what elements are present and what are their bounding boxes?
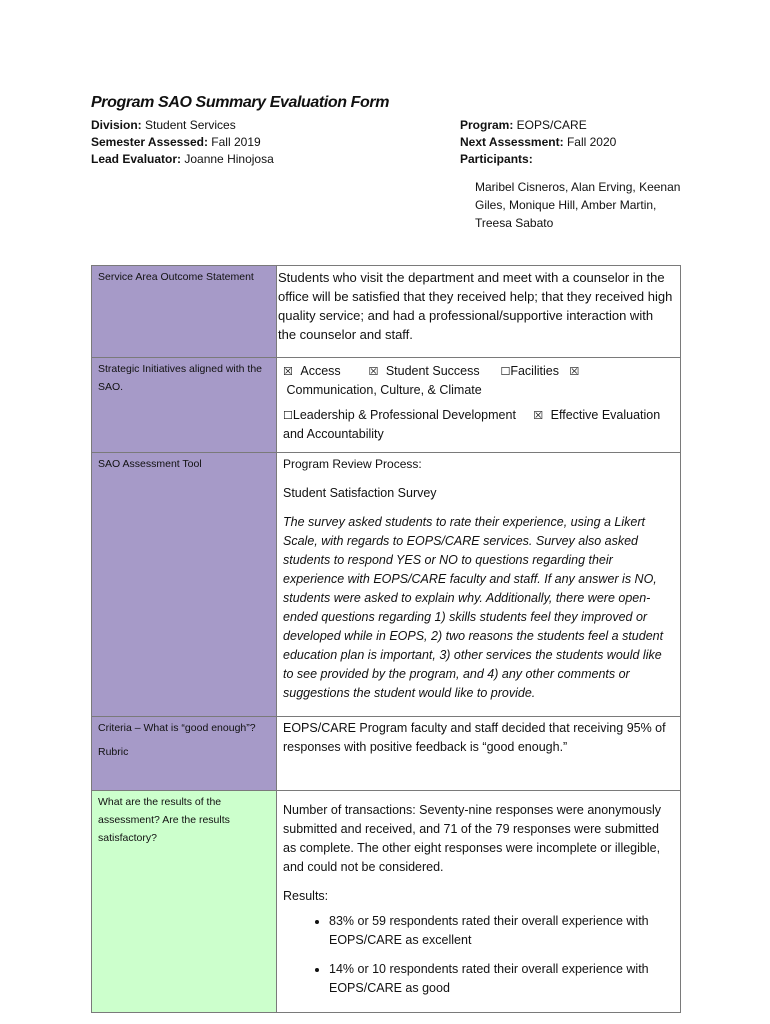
- results-cell: [277, 791, 681, 1013]
- initiatives-label-cell: [92, 358, 277, 453]
- tool-label: SAO Assessment Tool: [98, 458, 202, 470]
- criteria-row: [92, 717, 681, 791]
- results-row: [92, 791, 681, 1013]
- results-heading: Results:: [283, 889, 329, 903]
- sao-label-cell: [92, 266, 277, 358]
- criteria-label: Criteria – What is “good enough”?: [98, 722, 256, 734]
- program-label: Program:: [460, 118, 514, 132]
- division-label: Division:: [91, 118, 142, 132]
- program-value: EOPS/CARE: [513, 118, 587, 132]
- semester-label: Semester Assessed:: [91, 135, 208, 149]
- initiatives-line-1: [283, 362, 674, 400]
- evaluation-table: [91, 265, 681, 1013]
- initiatives-cell: [277, 358, 681, 453]
- initiatives-row: [92, 358, 681, 453]
- next-assessment-value: Fall 2020: [563, 135, 617, 149]
- next-assessment-label: Next Assessment:: [460, 135, 564, 149]
- header-left: [91, 117, 274, 168]
- header-right: [460, 117, 616, 168]
- leadership-label: Leadership & Professional Development: [292, 408, 516, 422]
- evaluator-row: [91, 151, 274, 168]
- communication-checkbox[interactable]: ☒: [569, 365, 580, 378]
- criteria-text: EOPS/CARE Program faculty and staff decided that receiving 95% of responses with positive feedback is “good enough.”: [283, 721, 666, 754]
- tool-label-cell: [92, 453, 277, 717]
- facilities-checkbox[interactable]: ☐: [500, 365, 511, 378]
- leadership-checkbox[interactable]: ☐: [283, 409, 293, 422]
- sao-text-cell: [277, 266, 681, 358]
- tool-heading: Program Review Process:: [283, 457, 422, 471]
- criteria-cell: [277, 717, 681, 791]
- list-item: • 83% or 59 respondents rated their overall experience with EOPS/CARE as excellent: [329, 912, 674, 950]
- rubric-label: Rubric: [98, 746, 129, 758]
- division-value: Student Services: [141, 118, 236, 132]
- evaluator-label: Lead Evaluator:: [91, 152, 182, 166]
- evaluator-value: Joanne Hinojosa: [181, 152, 274, 166]
- program-row: [460, 117, 616, 134]
- results-label: What are the results of the assessment? Are the results satisfactory?: [98, 796, 230, 844]
- initiatives-line-2: [283, 406, 674, 444]
- student-success-checkbox[interactable]: ☒: [368, 365, 379, 378]
- results-label-cell: [92, 791, 277, 1013]
- sao-row: [92, 266, 681, 358]
- sao-statement: Students who visit the department and meet with a counselor in the office will be satisfied that they received help; that they received high quality service; and had a professional/supportive interaction with the counselor and staff.: [278, 270, 673, 342]
- transactions-text: Number of transactions: Seventy-nine responses were anonymously submitted and received, and 71 of the 79 responses were submitted as complete. The other eight responses were incomplete or illegible, and could not be considered.: [283, 803, 661, 874]
- tool-cell: [277, 453, 681, 717]
- evaluation-checkbox[interactable]: ☒: [533, 409, 544, 422]
- criteria-label-cell: [92, 717, 277, 791]
- next-assessment-row: [460, 134, 616, 151]
- tool-survey-name: Student Satisfaction Survey: [283, 486, 437, 500]
- division-row: [91, 117, 274, 134]
- evaluation-label: Effective Evaluation and Accountability: [283, 408, 661, 441]
- participants-label: Participants:: [460, 152, 533, 166]
- participants-list: Maribel Cisneros, Alan Erving, Keenan Giles, Monique Hill, Amber Martin, Treesa Sabato: [475, 180, 681, 230]
- student-success-label: Student Success: [385, 364, 480, 378]
- semester-row: [91, 134, 274, 151]
- semester-value: Fall 2019: [207, 135, 261, 149]
- list-item: • 14% or 10 respondents rated their overall experience with EOPS/CARE as good: [329, 960, 674, 998]
- tool-description: The survey asked students to rate their experience, using a Likert Scale, with regards to EOPS/CARE services. Survey also asked students to respond YES or NO to questions regarding their experience with EOPS/CARE faculty and staff. If any answer is NO, students were asked to explain why. Additionally, there were open-ended questions regarding 1) skills students feel they improved or developed while in EOPS, 2) two reasons the students feel a student education plan is important, 3) other services the students would like to see provided by the program, and 4) any other comments or suggestions the student would like to provide.: [283, 515, 664, 700]
- communication-label: Communication, Culture, & Climate: [286, 383, 482, 397]
- sao-label: Service Area Outcome Statement: [98, 271, 254, 283]
- form-title: Program SAO Summary Evaluation Form: [91, 94, 390, 111]
- facilities-label: Facilities: [510, 364, 559, 378]
- results-list: [283, 912, 674, 998]
- access-label: Access: [300, 364, 341, 378]
- access-checkbox[interactable]: ☒: [283, 365, 293, 378]
- tool-row: [92, 453, 681, 717]
- initiatives-label: Strategic Initiatives aligned with the SAO.: [98, 363, 263, 393]
- participants-row: [460, 151, 616, 168]
